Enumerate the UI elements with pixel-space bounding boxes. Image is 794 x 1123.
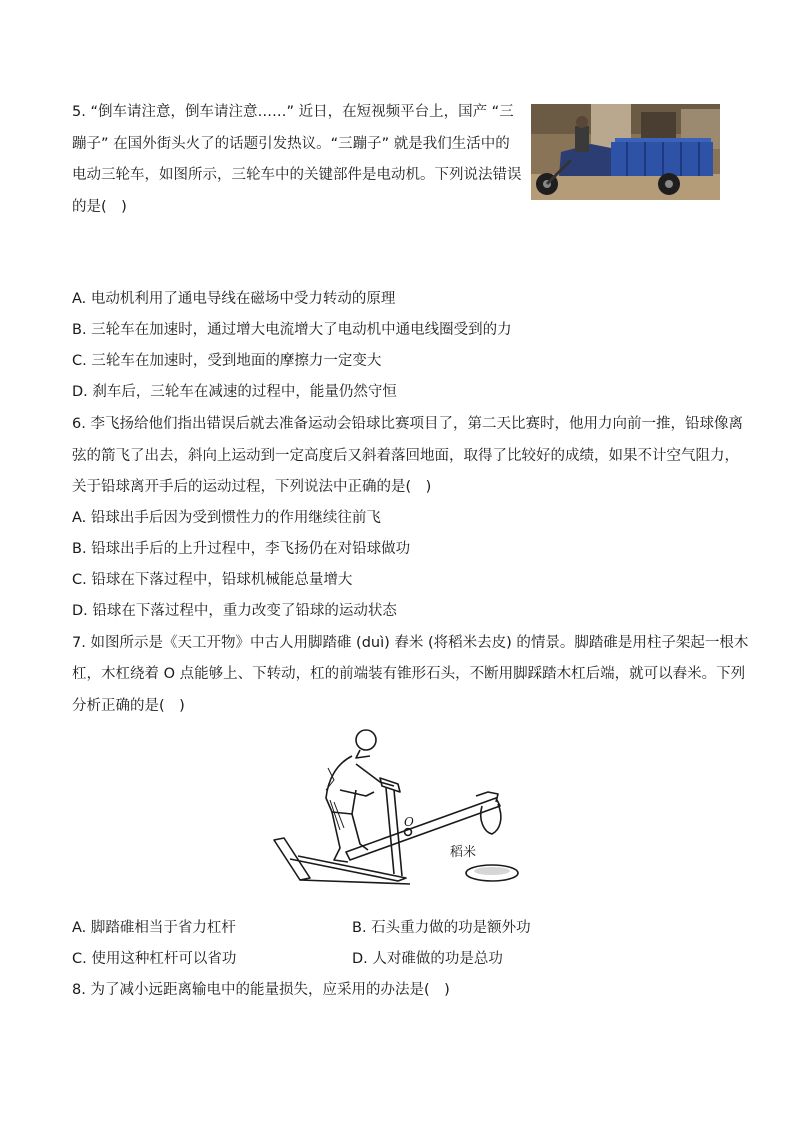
tricycle-photo [531, 104, 720, 200]
q6-stem-line-2: 弦的箭飞了出去，斜向上运动到一定高度后又斜着落回地面，取得了比较好的成绩，如果不计空气阻力， [72, 448, 739, 464]
q5-option-d: D. 刹车后，三轮车在减速的过程中，能量仍然守恒 [72, 384, 397, 400]
q7-option-b: B. 石头重力做的功是额外功 [352, 920, 531, 936]
q5-option-b: B. 三轮车在加速时，通过增大电流增大了电动机中通电线圈受到的力 [72, 322, 512, 338]
q5-stem-line-1: 5. “倒车请注意，倒车请注意……” 近日，在短视频平台上，国产 “三 [72, 104, 514, 120]
q7-stem-line-3: 分析正确的是( ) [72, 698, 185, 714]
pivot-label: O [404, 815, 414, 829]
q5-stem-line-2: 蹦子” 在国外街头火了的话题引发热议。“三蹦子” 就是我们生活中的 [72, 136, 510, 152]
rice-label: 稻米 [450, 845, 477, 860]
q6-stem-line-1: 6. 李飞扬给他们指出错误后就去准备运动会铅球比赛项目了，第二天比赛时，他用力向前一推，铅球像离 [72, 416, 743, 432]
q7-option-d: D. 人对碓做的功是总功 [352, 951, 503, 967]
q5-stem-line-3: 电动三轮车，如图所示，三轮车中的关键部件是电动机。下列说法错误 [72, 167, 522, 183]
q8-stem-line-1: 8. 为了减小远距离输电中的能量损失，应采用的办法是( ) [72, 982, 450, 998]
q7-option-c: C. 使用这种杠杆可以省功 [72, 951, 237, 967]
pedal-pestle-figure [270, 720, 526, 890]
q6-option-a: A. 铅球出手后因为受到惯性力的作用继续往前飞 [72, 510, 381, 526]
q6-option-c: C. 铅球在下落过程中，铅球机械能总量增大 [72, 572, 353, 588]
q6-option-d: D. 铅球在下落过程中，重力改变了铅球的运动状态 [72, 603, 397, 619]
q5-option-c: C. 三轮车在加速时，受到地面的摩擦力一定变大 [72, 353, 382, 369]
q6-stem-line-3: 关于铅球离开手后的运动过程，下列说法中正确的是( ) [72, 479, 432, 495]
q5-stem-line-4: 的是( ) [72, 199, 127, 215]
q7-stem-line-2: 杠，木杠绕着 O 点能够上、下转动，杠的前端装有锥形石头，不断用脚踩踏木杠后端，就可以舂米。下列 [72, 666, 746, 682]
q7-stem-line-1: 7. 如图所示是《天工开物》中古人用脚踏碓 (duì) 舂米 (将稻米去皮) 的情景。脚踏碓是用柱子架起一根木 [72, 635, 749, 651]
q7-option-a: A. 脚踏碓相当于省力杠杆 [72, 920, 236, 936]
q6-option-b: B. 铅球出手后的上升过程中，李飞扬仍在对铅球做功 [72, 541, 411, 557]
q5-option-a: A. 电动机利用了通电导线在磁场中受力转动的原理 [72, 291, 396, 307]
